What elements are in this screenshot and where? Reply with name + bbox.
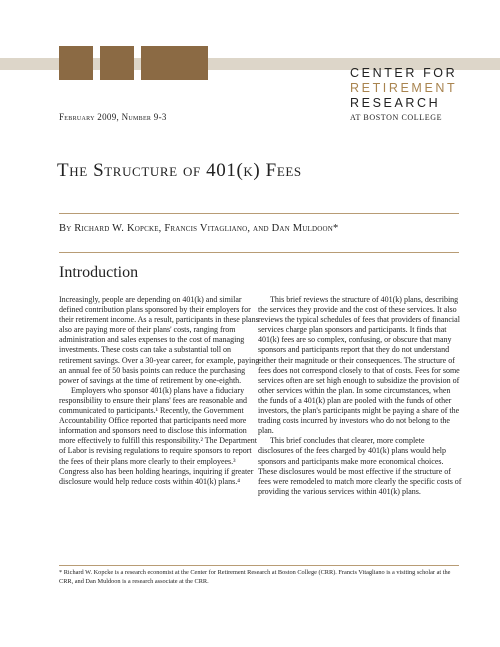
logo-line-research: RESEARCH <box>350 96 441 110</box>
body-column-left <box>59 295 261 487</box>
logo-line-center-for: CENTER FOR <box>350 66 458 80</box>
paragraph: Increasingly, people are depending on 401(k) and similar defined contribution plans sponsored by their employers for their retirement income. As a result, participants in these plans also are paying more of their plans' costs, ranging from administration and sales expenses to the cost of managing investments. These costs can take a substantial toll on retirement savings. Over a 30-year career, for example, paying an annual fee of 50 basis points can reduce the purchasing power of savings at the time of retirement by one-eighth. <box>59 295 260 385</box>
author-line: By Richard W. Kopcke, Francis Vitagliano, and Dan Muldoon* <box>59 223 339 234</box>
issue-dateline: February 2009, Number 9-3 <box>59 112 167 122</box>
paragraph: This brief concludes that clearer, more complete disclosures of the fees charged by 401(k) plans would help sponsors and participants make more economical choices. These disclosures would be most effective if the structure of fees were remodeled to match more clearly the specific costs of providing the various services within 401(k) plans. <box>258 436 462 496</box>
footnote-rule <box>59 565 459 566</box>
crr-logo <box>350 66 490 124</box>
brief-title: The Structure of 401(k) Fees <box>57 160 302 181</box>
paragraph: Employers who sponsor 401(k) plans have a fiduciary responsibility to ensure their plans' fees are reasonable and communicated to participants.¹ Recently, the Government Accountability Office reported that participants need more information and sponsors need to disclose this information more effectively to fulfill this responsibility.² The Department of Labor is revising regulations to require sponsors to report the fees of their plans more clearly to their employees.³ Congress also has been holding hearings, inquiring if greater disclosure would help reduce costs within 401(k) plans.⁴ <box>59 385 257 486</box>
logo-square-3 <box>141 46 208 80</box>
logo-line-boston-college: AT BOSTON COLLEGE <box>350 113 443 122</box>
logo-square-2 <box>100 46 134 80</box>
section-heading-introduction: Introduction <box>59 264 139 281</box>
body-column-right <box>258 295 462 497</box>
logo-line-retirement: RETIREMENT <box>350 81 458 95</box>
paragraph: This brief reviews the structure of 401(k) plans, describing the services they provide and the cost of these services. It also reviews the typical schedules of fees that providers of financial services charge plan sponsors and participants. It finds that 401(k) fees are so complex, confusing, or obscure that many sponsors and participants report that they do not understand either their magnitude or their consequences. The structure of fees does not correspond closely to that of costs. Fees for some services often are set high enough to subsidize the provision of other services within the plan. In some circumstances, when the funds of a 401(k) plan are pooled with the funds of other investors, the plan's participants might be paying a share of the trading costs incurred by investors who do not belong to the plan. <box>258 295 460 436</box>
logo-square-1 <box>59 46 93 80</box>
title-rule-top <box>59 213 459 214</box>
title-rule-bottom <box>59 252 459 253</box>
author-footnote: * Richard W. Kopcke is a research economist at the Center for Retirement Research at Boston College (CRR). Francis Vitagliano is a visiting scholar at the CRR, and Dan Muldoon is a research associate at the CRR. <box>59 569 451 585</box>
